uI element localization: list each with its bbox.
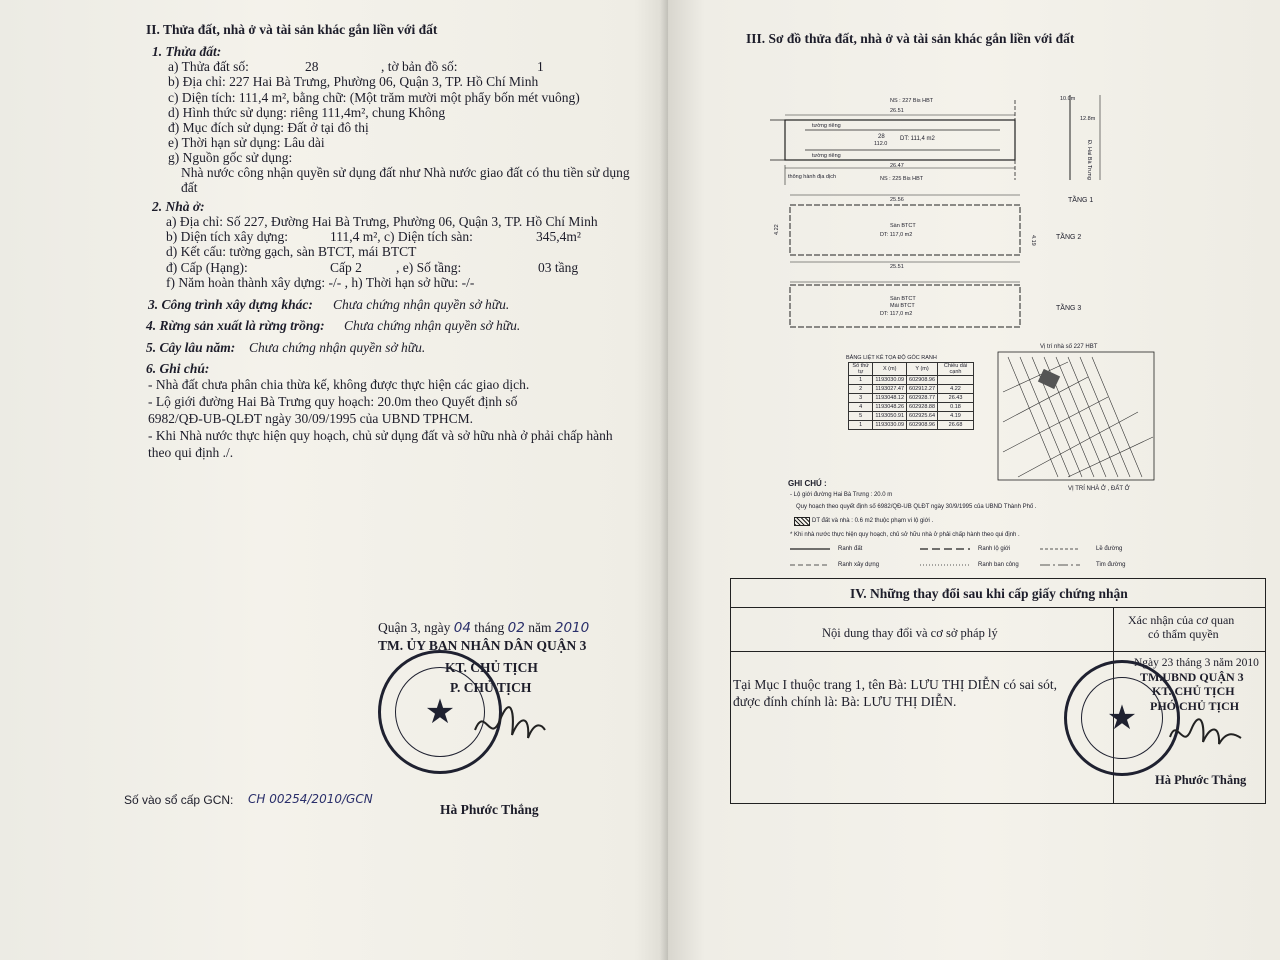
changes-kt: KT. CHỦ TỊCH: [1152, 684, 1235, 698]
location-map: [998, 352, 1154, 480]
floor-dim-bottom: 25.51: [890, 264, 904, 270]
coord-table-row: [849, 385, 974, 394]
changes-col1-header: Nội dung thay đổi và cơ sở pháp lý: [822, 626, 998, 640]
coord-table-cell: 1193030.09: [873, 376, 907, 385]
house-address: a) Địa chỉ: Số 227, Đường Hai Bà Trưng, Phường 06, Quận 3, TP. Hồ Chí Minh: [166, 214, 598, 229]
section-5-label: 5. Cây lâu năm:: [146, 340, 236, 355]
signer-name-left: Hà Phước Thắng: [440, 802, 539, 817]
land-area: c) Diện tích: 111,4 m², bằng chữ: (Một trăm mười một phẩy bốn mét vuông): [168, 90, 580, 105]
coord-header-cell: Số thứ tự: [849, 363, 873, 376]
coord-table-row: [849, 412, 974, 421]
registry-label: Số vào sổ cấp GCN:: [124, 793, 234, 807]
land-a-map-value: 1: [537, 59, 544, 74]
coord-table-cell: 26.43: [938, 394, 974, 403]
changes-org: TM.UBND QUẬN 3: [1140, 670, 1244, 684]
changes-col2-header-1: Xác nhận của cơ quan: [1128, 613, 1235, 627]
registry-value: CH 00254/2010/GCN: [248, 792, 373, 806]
coord-table-row: [849, 376, 974, 385]
coord-table-cell: 3: [849, 394, 873, 403]
changes-content-1: Tại Mục I thuộc trang 1, tên Bà: LƯU THỊ DIỄN có sai sót,: [733, 677, 1058, 692]
house-floor-area: 345,4m²: [536, 229, 581, 244]
house-floors-value: 03 tầng: [538, 260, 579, 275]
hatch-icon: [794, 517, 810, 526]
changes-col2-header-2: có thẩm quyền: [1148, 627, 1219, 641]
floor-dim-top: 25.56: [890, 197, 904, 203]
sign-org: TM. ỦY BAN NHÂN DÂN QUẬN 3: [378, 638, 587, 653]
official-seal-right: ★: [1064, 660, 1180, 776]
signer-name-right: Hà Phước Thắng: [1155, 773, 1247, 787]
plan-street: Đ. Hai Bà Trưng: [1086, 140, 1092, 180]
coord-table-cell: 602908.96: [907, 376, 938, 385]
note-line-4: - Khi Nhà nước thực hiện quy hoạch, chủ sử dụng đất và sở hữu nhà ở phải chấp hành: [148, 428, 613, 443]
plan-dim-width: 10.0m: [1060, 96, 1076, 102]
floor2-area: DT: 117,0 m2: [880, 232, 913, 238]
sign-date: Quận 3, ngày 04 tháng 02 năm 2010: [378, 620, 590, 636]
coord-table-cell: 602912.27: [907, 385, 938, 394]
land-a-map-label: , tờ bản đồ số:: [381, 59, 458, 74]
note-line-1: - Nhà đất chưa phân chia thừa kế, không được thực hiện các giao dịch.: [148, 377, 530, 392]
note-line-3: 6982/QĐ-UB-QLĐT ngày 30/09/1995 của UBND TPHCM.: [148, 411, 473, 426]
plan-dim-bottom: 26.47: [890, 163, 904, 169]
legend-note-1: - Lộ giới đường Hai Bà Trưng : 20.0 m: [790, 492, 893, 498]
legend-key-6: Tim đường: [1096, 562, 1126, 568]
plan-passage: thông hành địa dịch: [788, 174, 837, 180]
coord-table-row: [849, 403, 974, 412]
coord-table-cell: 1193027.47: [873, 385, 907, 394]
house-structure: d) Kết cấu: tường gạch, sàn BTCT, mái BTCT: [166, 244, 417, 259]
floor2-slab: Sàn BTCT: [890, 223, 916, 229]
section-4-value: Chưa chứng nhận quyền sở hữu.: [344, 318, 521, 333]
land-a-value: 28: [305, 59, 319, 74]
plan-ns-bottom: NS : 225 Bis HBT: [880, 176, 924, 182]
section-5-value: Chưa chứng nhận quyền sở hữu.: [249, 340, 426, 355]
legend-note-4: * Khi nhà nước thực hiện quy hoạch, chủ sở hữu nhà ở phải chấp hành theo qui định .: [790, 532, 1020, 538]
coord-table-cell: 602908.96: [907, 421, 938, 430]
house-build-area: 111,4 m², c) Diện tích sàn:: [330, 229, 473, 244]
house-build-area-label: b) Diện tích xây dựng:: [166, 229, 289, 244]
legend-key-4: Ranh xây dựng: [838, 562, 880, 568]
changes-content-2: được đính chính là: Bà: LƯU THỊ DIỄN.: [733, 694, 957, 709]
legend-key-5: Ranh ban công: [978, 562, 1019, 568]
plan-lot-sub: 112.0: [874, 141, 888, 147]
plan-dim-top: 26.51: [890, 108, 904, 114]
coord-table-cell: 602925.64: [907, 412, 938, 421]
house-grade-value: Cấp 2: [330, 260, 362, 275]
changes-divider: [731, 651, 1265, 652]
floor1-label: TẦNG 1: [1068, 197, 1094, 204]
coord-header-cell: Y (m): [907, 363, 938, 376]
section-4-label: 4. Rừng sản xuất là rừng trồng:: [146, 318, 325, 333]
plan-lot-area: DT: 111,4 m2: [900, 136, 935, 142]
coord-table-cell: 1193048.26: [873, 403, 907, 412]
coord-table-cell: 4: [849, 403, 873, 412]
sign-kt: KT. CHỦ TỊCH: [445, 660, 538, 675]
note-line-2: - Lộ giới đường Hai Bà Trưng quy hoạch: 20.0m theo Quyết định số: [148, 394, 518, 409]
signature-left: [470, 700, 550, 750]
section-3-title: III. Sơ đồ thửa đất, nhà ở và tài sản khác gắn liền với đất: [746, 31, 1075, 46]
floor3-label: TẦNG 3: [1056, 305, 1082, 312]
floor2-label: TẦNG 2: [1056, 234, 1082, 241]
note-line-5: theo qui định ./.: [148, 445, 234, 460]
legend-note-3: DT đất và nhà : 0.6 m2 thuộc phạm vi lộ giới .: [812, 518, 934, 524]
section-2-title: II. Thửa đất, nhà ở và tài sản khác gắn liền với đất: [146, 22, 438, 37]
coord-table-row: [849, 421, 974, 430]
legend-note-2: Quy hoạch theo quyết định số 6982/QĐ-UB QLĐT ngày 30/9/1995 của UBND Thành Phố .: [796, 504, 1037, 510]
coord-header-cell: X (m): [873, 363, 907, 376]
coord-table-cell: 1193048.12: [873, 394, 907, 403]
section-3-value: Chưa chứng nhận quyền sở hữu.: [333, 297, 510, 312]
land-origin-text-2: đất: [181, 180, 198, 195]
plan-ns-top: NS : 227 Bis HBT: [890, 98, 934, 104]
coord-table-cell: [938, 376, 974, 385]
land-title: 1. Thửa đất:: [152, 44, 222, 59]
land-purpose: đ) Mục đích sử dụng: Đất ở tại đô thị: [168, 120, 369, 135]
floor3-slab: Sàn BTCT: [890, 296, 916, 302]
changes-date: Ngày 23 tháng 3 năm 2010: [1134, 657, 1259, 669]
coord-table-cell: 0.18: [938, 403, 974, 412]
official-seal-left: ★: [378, 650, 502, 774]
legend-title: GHI CHÚ :: [788, 479, 827, 488]
floor-height-2: 4.19: [1030, 235, 1036, 246]
house-floors-label: , e) Số tầng:: [396, 260, 462, 275]
legend-key-2: Ranh lộ giới: [978, 546, 1011, 552]
notes-title: 6. Ghi chú:: [146, 361, 210, 376]
coord-table-cell: 4.19: [938, 412, 974, 421]
sign-pct: P. CHỦ TỊCH: [450, 680, 532, 695]
section-3-label: 3. Công trình xây dựng khác:: [148, 297, 313, 312]
coord-table-cell: 1193050.91: [873, 412, 907, 421]
legend-key-3: Lề đường: [1096, 546, 1123, 552]
plan-dim-setback: 12.8m: [1080, 116, 1096, 122]
house-completion: f) Năm hoàn thành xây dựng: -/- , h) Thời hạn sở hữu: -/-: [166, 275, 475, 290]
land-usage-form: d) Hình thức sử dụng: riêng 111,4m², chung Không: [168, 105, 446, 120]
plan-lot-number: 28: [878, 134, 885, 140]
legend-key-1: Ranh đất: [838, 546, 863, 552]
plan-wall-top: tường riêng: [812, 123, 841, 129]
coord-table-cell: 4.22: [938, 385, 974, 394]
changes-pct: PHÓ CHỦ TỊCH: [1150, 699, 1240, 713]
coord-table-cell: 5: [849, 412, 873, 421]
coord-table-row: [849, 394, 974, 403]
land-address: b) Địa chỉ: 227 Hai Bà Trưng, Phường 06, Quận 3, TP. Hồ Chí Minh: [168, 74, 539, 89]
land-origin-text-1: Nhà nước công nhận quyền sử dụng đất như Nhà nước giao đất có thu tiền sử dụng: [181, 165, 630, 180]
location-map-top: Vị trí nhà số 227 HBT: [1040, 344, 1098, 350]
signature-right: [1165, 712, 1245, 752]
land-term: e) Thời hạn sử dụng: Lâu dài: [168, 135, 325, 150]
floor3-area: DT: 117,0 m2: [880, 311, 913, 317]
changes-divider: [731, 607, 1265, 608]
coord-header-cell: Chiều dài cạnh: [938, 363, 974, 376]
coord-table-title: BẢNG LIỆT KÊ TỌA ĐỘ GÓC RANH: [846, 355, 937, 361]
coord-table-cell: 1: [849, 421, 873, 430]
site-plan: [770, 70, 1100, 340]
land-origin-label: g) Nguồn gốc sử dụng:: [168, 150, 293, 165]
floor-height: 4.22: [774, 224, 780, 235]
coord-table-cell: 1193030.09: [873, 421, 907, 430]
house-title: 2. Nhà ở:: [152, 199, 205, 214]
house-grade-label: đ) Cấp (Hạng):: [166, 260, 248, 275]
coord-table: [848, 362, 974, 430]
coord-table-cell: 602928.88: [907, 403, 938, 412]
location-map-bottom: VỊ TRÍ NHÀ Ở , ĐẤT Ở: [1068, 486, 1130, 492]
coord-table-header: [849, 363, 974, 376]
land-a-label: a) Thửa đất số:: [168, 59, 249, 74]
plan-wall-bottom: tường riêng: [812, 153, 841, 159]
section-4-title: IV. Những thay đổi sau khi cấp giấy chứng nhận: [850, 586, 1128, 601]
coord-table-cell: 2: [849, 385, 873, 394]
coord-table-cell: 602928.77: [907, 394, 938, 403]
coord-table-cell: 26.68: [938, 421, 974, 430]
coord-table-cell: 1: [849, 376, 873, 385]
floor3-roof: Mái BTCT: [890, 303, 915, 309]
